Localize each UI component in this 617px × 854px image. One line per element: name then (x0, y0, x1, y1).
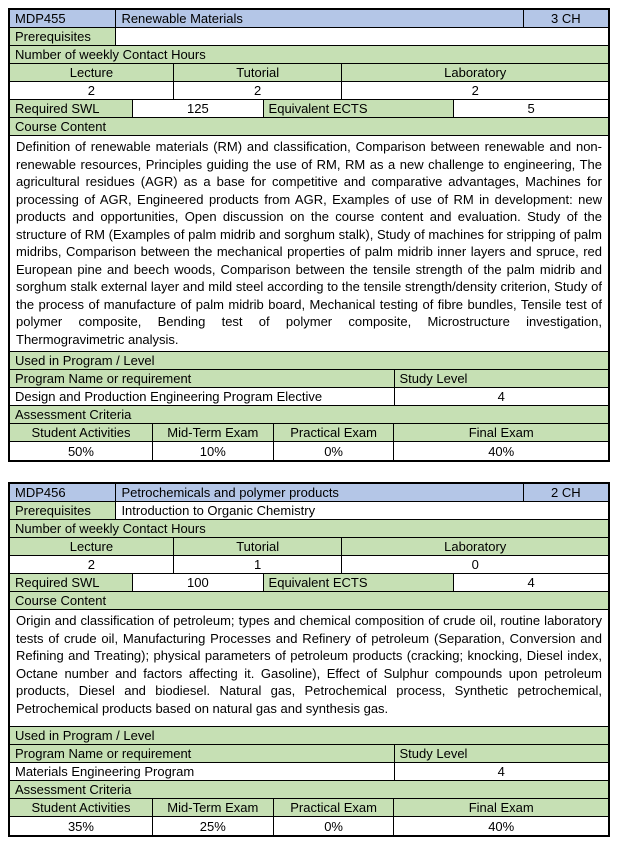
tutorial-hours-value: 1 (174, 556, 343, 573)
course-code: MDP455 (10, 10, 116, 27)
course-table-mdp455 (8, 8, 610, 462)
lecture-hours-value: 2 (10, 556, 174, 573)
lecture-label: Lecture (10, 64, 174, 81)
assessment-labels-row (10, 799, 608, 817)
program-labels-row (10, 745, 608, 763)
laboratory-label: Laboratory (342, 538, 608, 555)
mid-term-exam-label: Mid-Term Exam (153, 799, 274, 816)
required-swl-value: 100 (133, 574, 263, 591)
final-exam-label: Final Exam (394, 424, 607, 441)
course-header-row (10, 10, 608, 28)
final-exam-label: Final Exam (394, 799, 607, 816)
course-title: Renewable Materials (116, 10, 523, 27)
assessment-values-row (10, 442, 608, 460)
mid-term-exam-label: Mid-Term Exam (153, 424, 274, 441)
laboratory-hours-value: 2 (471, 83, 479, 98)
course-title: Petrochemicals and polymer products (116, 484, 523, 501)
course-content-header: Course Content (10, 592, 608, 609)
required-swl-label: Required SWL (10, 574, 133, 591)
lecture-label: Lecture (10, 538, 174, 555)
tutorial-label: Tutorial (174, 538, 343, 555)
used-in-program-header-row (10, 352, 608, 370)
assessment-header-row (10, 781, 608, 799)
program-name-value: Materials Engineering Program (10, 763, 395, 780)
credit-hours: 3 CH (524, 10, 608, 27)
equivalent-ects-label: Equivalent ECTS (264, 574, 455, 591)
program-name-label: Program Name or requirement (10, 745, 395, 762)
mid-term-exam-value: 25% (153, 817, 274, 835)
course-content-row (10, 610, 608, 727)
contact-hours-header-row (10, 520, 608, 538)
prerequisites-value (116, 28, 608, 45)
student-activities-label: Student Activities (10, 424, 153, 441)
prerequisites-value: Introduction to Organic Chemistry (121, 503, 316, 518)
practical-exam-value: 0% (274, 442, 395, 460)
prerequisites-label: Prerequisites (10, 28, 116, 45)
swl-ects-row (10, 574, 608, 592)
mid-term-exam-value: 10% (153, 442, 274, 460)
student-activities-value: 50% (10, 442, 153, 460)
course-content-row (10, 136, 608, 352)
equivalent-ects-value: 5 (527, 101, 535, 116)
used-in-program-header: Used in Program / Level (10, 727, 608, 744)
student-activities-value: 35% (10, 817, 153, 835)
contact-hours-values-row (10, 556, 608, 574)
used-in-program-header-row (10, 727, 608, 745)
page (8, 8, 610, 837)
tutorial-label: Tutorial (174, 64, 343, 81)
swl-ects-row (10, 100, 608, 118)
program-name-label: Program Name or requirement (10, 370, 395, 387)
assessment-criteria-header: Assessment Criteria (10, 406, 608, 423)
course-content-text: Definition of renewable materials (RM) and classification, Comparison between renewable and non-renewable resources, Principles guiding the use of RM, RM as a new challenge to engineering, The agricultural residues (AGR) as a base for competitive and comparative advantages, Machines for processing of AGR, Engineered products from AGR, Examples of use of RM in development: new products and opportunities, Open discussion on the course content and evaluation. Study of the structure of RM (Examples of palm midrib and sorghum stalk), Study of machines for stripping of palm midribs, Comparison between the mechanical properties of palm midrib inner layers and spruce, red European pine and beech woods, Comparison between the tensile strength of the palm midrib and sorghum stalk external layer and mild steel according to the tensile strength/density criterion, Study of the process of manufacture of palm midrib board, Mechanical testing of fibre bundles, Tensile test of polymer composite, Bending test of polymer composite, Microstructure investigation, Thermogravimetric analysis. (16, 139, 602, 347)
course-content-text: Origin and classification of petroleum; types and chemical composition of crude oil, routine laboratory tests of crude oil, Manufacturing Processes and Refinery of petroleum (Separation, Conversion and Refining and Treating); physical parameters of petroleum products (cracking; knocking, Diesel index, Octane number and factors affecting it. Gasoline), Effect of Sulphur compounds upon petroleum products, Diesel and biodiesel. Natural gas, Petrochemical process, Synthetic petrochemical, Petrochemical products based on natural gas and synthesis gas. (16, 613, 602, 716)
laboratory-hours-value: 0 (471, 557, 479, 572)
program-labels-row (10, 370, 608, 388)
credit-hours: 2 CH (524, 484, 608, 501)
final-exam-value: 40% (488, 818, 515, 834)
used-in-program-header: Used in Program / Level (10, 352, 608, 369)
lecture-hours-value: 2 (10, 82, 174, 99)
contact-hours-labels-row (10, 538, 608, 556)
laboratory-label: Laboratory (342, 64, 608, 81)
practical-exam-value: 0% (274, 817, 395, 835)
assessment-header-row (10, 406, 608, 424)
prerequisites-row (10, 28, 608, 46)
course-content-header: Course Content (10, 118, 608, 135)
tutorial-hours-value: 2 (174, 82, 343, 99)
practical-exam-label: Practical Exam (274, 424, 395, 441)
course-table-mdp456 (8, 482, 610, 837)
course-content-header-row (10, 118, 608, 136)
prerequisites-row (10, 502, 608, 520)
equivalent-ects-label: Equivalent ECTS (264, 100, 455, 117)
study-level-value: 4 (497, 389, 505, 404)
assessment-criteria-header: Assessment Criteria (10, 781, 608, 798)
contact-hours-labels-row (10, 64, 608, 82)
practical-exam-label: Practical Exam (274, 799, 395, 816)
final-exam-value: 40% (488, 443, 515, 459)
assessment-labels-row (10, 424, 608, 442)
course-header-row (10, 484, 608, 502)
course-content-header-row (10, 592, 608, 610)
program-name-value: Design and Production Engineering Program Elective (10, 388, 395, 405)
contact-hours-header: Number of weekly Contact Hours (10, 46, 608, 63)
assessment-values-row (10, 817, 608, 835)
study-level-value: 4 (497, 764, 505, 779)
program-values-row (10, 763, 608, 781)
contact-hours-header: Number of weekly Contact Hours (10, 520, 608, 537)
program-values-row (10, 388, 608, 406)
required-swl-value: 125 (133, 100, 263, 117)
contact-hours-values-row (10, 82, 608, 100)
study-level-label: Study Level (395, 370, 608, 387)
prerequisites-label: Prerequisites (10, 502, 116, 519)
student-activities-label: Student Activities (10, 799, 153, 816)
required-swl-label: Required SWL (10, 100, 133, 117)
study-level-label: Study Level (395, 745, 608, 762)
course-code: MDP456 (10, 484, 116, 501)
equivalent-ects-value: 4 (527, 575, 535, 590)
contact-hours-header-row (10, 46, 608, 64)
